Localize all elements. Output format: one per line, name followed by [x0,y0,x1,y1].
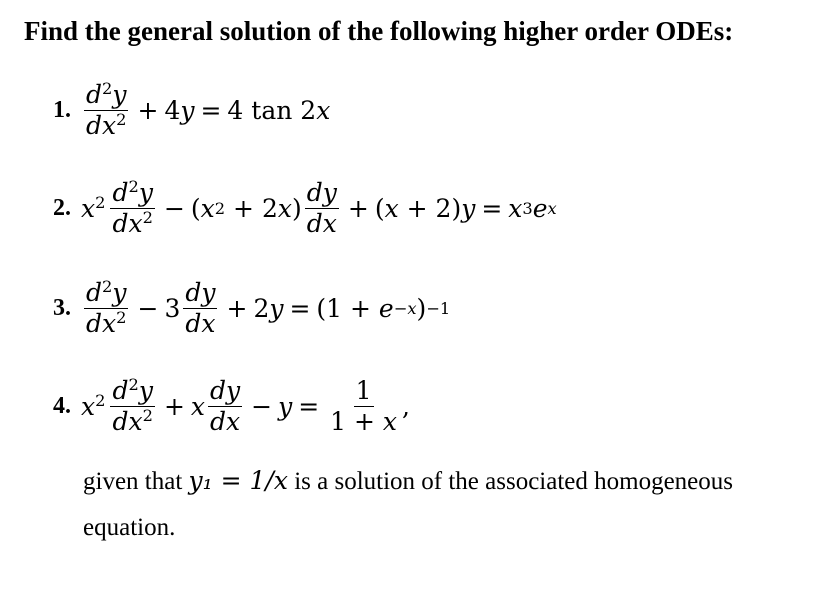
problem-number: 1. [53,97,71,124]
note-math: y₁ = 1/x [188,466,288,495]
problem-number: 2. [53,195,71,222]
note-line-2: equation. [83,514,176,541]
problem-4 [53,375,410,437]
problem-number: 4. [53,393,71,420]
problem-3 [53,277,451,339]
problem-number: 3. [53,295,71,322]
problem-2 [53,177,557,239]
equation: $x^2$ $\frac{d^2y}{dx^2}$ − ( x 2 + 2 x ) $\frac{dy}{dx}$ + ( x + 2) y = x 3 e x [81,177,557,239]
equation: $\frac{d^2y}{dx^2}$ − 3 $\frac{dy}{dx}$ + 2 y = (1 + e −x ) −1 [86,277,451,339]
equation: $\frac{d^2y}{dx^2}$ + 4 y = 4 tan 2 x [86,79,331,141]
equation: $x^2$ $\frac{d^2y}{dx^2}$ + x $\frac{dy}{dx}$ − y = $\frac{1}{1 + x}$ , [81,375,410,437]
page-title: Find the general solution of the following higher order ODEs: [24,16,734,46]
problem-1 [53,79,331,141]
note-line-1: given that y₁ = 1/x is a solution of the associated homogeneous [83,466,734,495]
